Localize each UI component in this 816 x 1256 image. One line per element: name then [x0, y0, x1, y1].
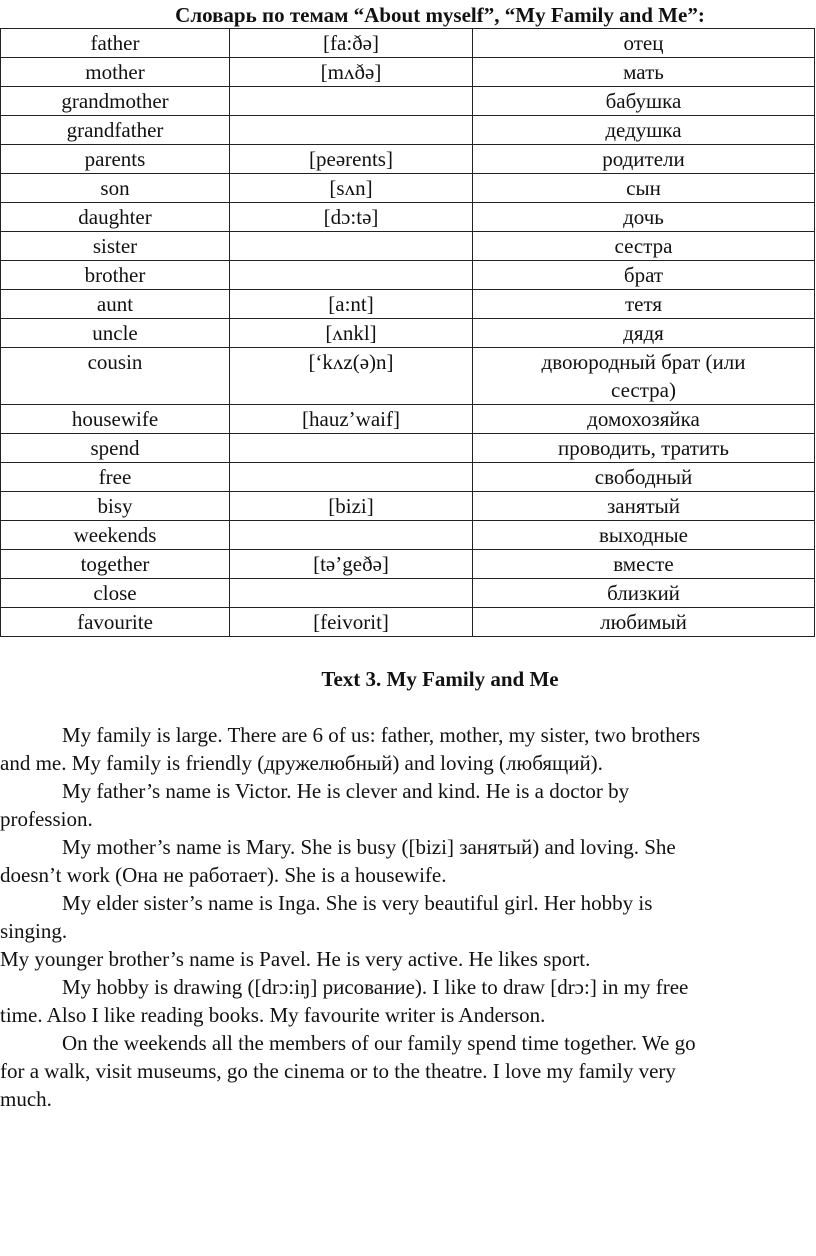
- vocab-transcription-text: [fa:ðə]: [323, 31, 379, 55]
- vocab-transcription: [230, 434, 473, 463]
- vocab-english-text: free: [98, 465, 132, 489]
- vocab-row: [1, 29, 815, 58]
- text-line: My mother’s name is Mary. She is busy ([bizi] занятый) and loving. She: [62, 835, 676, 859]
- vocab-russian: [473, 492, 815, 521]
- vocab-russian: [473, 145, 815, 174]
- vocab-english-text: spend: [90, 436, 140, 460]
- vocab-transcription: [230, 579, 473, 608]
- vocab-english: [1, 145, 230, 174]
- text-line: doesn’t work (Она не работает). She is a housewife.: [0, 863, 447, 887]
- vocab-russian: [473, 261, 815, 290]
- vocab-english-text: close: [93, 581, 137, 605]
- vocab-english: [1, 348, 230, 405]
- vocab-english-text: brother: [84, 263, 146, 287]
- vocab-transcription-text: [‘kʌz(ə)n]: [308, 350, 394, 374]
- vocab-english: [1, 174, 230, 203]
- vocab-english: [1, 492, 230, 521]
- vocab-transcription: [230, 116, 473, 145]
- vocab-transcription: [230, 87, 473, 116]
- vocab-russian: [473, 116, 815, 145]
- text-title: Text 3. My Family and Me: [321, 667, 559, 691]
- vocab-english-text: daughter: [78, 205, 152, 229]
- vocab-transcription: [230, 29, 473, 58]
- vocab-transcription-text: [peərents]: [309, 147, 393, 171]
- vocab-russian: [473, 29, 815, 58]
- text-line: My younger brother’s name is Pavel. He is very active. He likes sport.: [0, 947, 591, 971]
- vocab-russian-text: двоюродный брат (или: [541, 350, 746, 374]
- vocab-row: [1, 203, 815, 232]
- vocab-transcription: [230, 348, 473, 405]
- vocab-english-text: father: [90, 31, 140, 55]
- vocab-russian-text: выходные: [599, 523, 688, 547]
- vocab-russian: [473, 608, 815, 637]
- vocab-transcription: [230, 232, 473, 261]
- vocab-row: [1, 58, 815, 87]
- text-line: singing.: [0, 919, 68, 943]
- vocab-row: [1, 232, 815, 261]
- vocab-russian: [473, 87, 815, 116]
- vocab-english: [1, 405, 230, 434]
- vocab-russian-text: свободный: [594, 465, 693, 489]
- vocab-english: [1, 116, 230, 145]
- vocab-transcription: [230, 608, 473, 637]
- text-line: much.: [0, 1087, 52, 1111]
- text-line: My father’s name is Victor. He is clever and kind. He is a doctor by: [62, 779, 630, 803]
- vocab-english-text: son: [100, 176, 130, 200]
- vocab-transcription: [230, 261, 473, 290]
- vocab-row: [1, 521, 815, 550]
- vocab-russian: [473, 579, 815, 608]
- vocab-english: [1, 521, 230, 550]
- vocab-russian-text: дедушка: [605, 118, 682, 142]
- vocab-row: [1, 608, 815, 637]
- vocab-english-text: favourite: [77, 610, 153, 634]
- vocab-transcription-text: [tə’geðə]: [313, 552, 389, 576]
- vocab-english-text: grandmother: [61, 89, 169, 113]
- text-line: for a walk, visit museums, go the cinema or to the theatre. I love my family very: [0, 1059, 676, 1083]
- text-line: My hobby is drawing ([drɔ:iŋ] рисование). I like to draw [drɔ:] in my free: [62, 975, 689, 999]
- vocab-transcription-text: [mʌðə]: [320, 60, 382, 84]
- vocab-russian: [473, 434, 815, 463]
- vocab-row: [1, 463, 815, 492]
- vocab-russian-text: близкий: [607, 581, 680, 605]
- vocab-russian-text-cont: сестра): [611, 378, 676, 402]
- vocab-english: [1, 87, 230, 116]
- vocab-english: [1, 203, 230, 232]
- vocab-russian-text: вместе: [613, 552, 674, 576]
- text-body: [0, 721, 810, 1113]
- vocab-row: [1, 145, 815, 174]
- vocab-row: [1, 348, 815, 405]
- vocab-russian-text: дядя: [623, 321, 664, 345]
- vocab-russian: [473, 521, 815, 550]
- vocab-english-text: uncle: [92, 321, 138, 345]
- vocab-row: [1, 550, 815, 579]
- vocab-transcription: [230, 521, 473, 550]
- vocab-english: [1, 579, 230, 608]
- vocab-transcription: [230, 492, 473, 521]
- vocab-russian: [473, 58, 815, 87]
- text-line: time. Also I like reading books. My favourite writer is Anderson.: [0, 1003, 546, 1027]
- vocab-english: [1, 261, 230, 290]
- vocab-row: [1, 405, 815, 434]
- vocab-transcription: [230, 319, 473, 348]
- vocab-russian-text: мать: [623, 60, 664, 84]
- vocab-english: [1, 463, 230, 492]
- vocab-russian: [473, 174, 815, 203]
- vocab-row: [1, 261, 815, 290]
- vocab-row: [1, 174, 815, 203]
- vocab-russian-text: родители: [602, 147, 685, 171]
- vocab-english-text: cousin: [87, 350, 143, 374]
- vocab-russian: [473, 550, 815, 579]
- vocab-transcription: [230, 290, 473, 319]
- vocab-transcription-text: [sʌn]: [329, 176, 373, 200]
- vocab-transcription: [230, 58, 473, 87]
- vocab-russian-text: дочь: [623, 205, 664, 229]
- vocab-english-text: sister: [92, 234, 138, 258]
- vocab-english-text: bisy: [97, 494, 133, 518]
- vocab-english-text: mother: [85, 60, 145, 84]
- vocab-english: [1, 319, 230, 348]
- vocab-row: [1, 116, 815, 145]
- vocab-english: [1, 550, 230, 579]
- vocab-transcription: [230, 550, 473, 579]
- vocabulary-table: [0, 28, 815, 637]
- vocab-english-text: aunt: [96, 292, 134, 316]
- text-line: On the weekends all the members of our family spend time together. We go: [62, 1031, 696, 1055]
- vocab-russian-text: сестра: [614, 234, 673, 258]
- text-line: profession.: [0, 807, 93, 831]
- vocab-russian-text: сын: [626, 176, 661, 200]
- vocab-english-text: grandfather: [66, 118, 164, 142]
- vocab-english-text: housewife: [71, 407, 159, 431]
- vocab-russian-text: брат: [623, 263, 664, 287]
- vocab-row: [1, 434, 815, 463]
- vocab-transcription-text: [feivorit]: [313, 610, 389, 634]
- vocab-row: [1, 290, 815, 319]
- vocab-russian: [473, 290, 815, 319]
- vocab-russian: [473, 203, 815, 232]
- vocab-row: [1, 319, 815, 348]
- vocab-russian-text: отец: [623, 31, 664, 55]
- vocab-english: [1, 58, 230, 87]
- vocab-english: [1, 608, 230, 637]
- vocab-english: [1, 290, 230, 319]
- vocab-transcription-text: [a:nt]: [328, 292, 374, 316]
- vocab-transcription: [230, 145, 473, 174]
- text-line: My elder sister’s name is Inga. She is very beautiful girl. Her hobby is: [62, 891, 653, 915]
- vocab-transcription-text: [dɔ:tə]: [323, 205, 379, 229]
- text-line: My family is large. There are 6 of us: father, mother, my sister, two brothers: [62, 723, 701, 747]
- vocab-transcription: [230, 463, 473, 492]
- text-line: and me. My family is friendly (дружелюбный) and loving (любящий).: [0, 751, 603, 775]
- vocab-russian: [473, 348, 815, 405]
- vocab-russian-text: бабушка: [605, 89, 682, 113]
- vocab-russian-text: любимый: [600, 610, 687, 634]
- vocab-russian-text: проводить, тратить: [558, 436, 729, 460]
- vocab-english-text: weekends: [73, 523, 157, 547]
- vocab-transcription: [230, 174, 473, 203]
- vocab-russian: [473, 463, 815, 492]
- vocab-english: [1, 434, 230, 463]
- vocab-transcription-text: [bizi]: [328, 494, 374, 518]
- vocab-english-text: parents: [84, 147, 146, 171]
- vocab-row: [1, 579, 815, 608]
- vocab-russian-text: тетя: [624, 292, 663, 316]
- vocab-russian: [473, 405, 815, 434]
- vocab-transcription-text: [ʌnkl]: [325, 321, 377, 345]
- vocab-english: [1, 29, 230, 58]
- vocab-row: [1, 87, 815, 116]
- vocabulary-title: Словарь по темам “About myself”, “My Family and Me”:: [175, 3, 705, 27]
- vocab-transcription: [230, 203, 473, 232]
- vocab-english-text: together: [80, 552, 150, 576]
- vocab-russian-text: занятый: [606, 494, 681, 518]
- vocab-russian-text: домохозяйка: [587, 407, 700, 431]
- vocab-english: [1, 232, 230, 261]
- vocab-row: [1, 492, 815, 521]
- vocab-transcription-text: [hauz’waif]: [302, 407, 400, 431]
- vocab-russian: [473, 232, 815, 261]
- vocab-transcription: [230, 405, 473, 434]
- vocab-russian: [473, 319, 815, 348]
